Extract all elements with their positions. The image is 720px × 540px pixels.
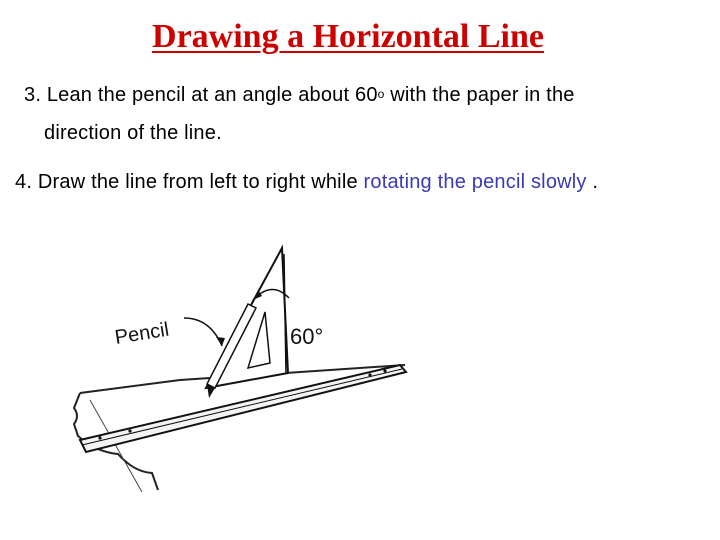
illustration-svg (60, 240, 420, 500)
step-4 (15, 171, 598, 194)
leader-arrowhead (216, 337, 225, 346)
step-3-line-2: direction of the line. (44, 122, 222, 144)
step-3-text: 3. Lean the pencil at an angle about 60 (24, 84, 378, 106)
angle-label: 60° (290, 324, 324, 349)
pencil-angle-illustration (60, 240, 420, 500)
step-3-line-1 (24, 84, 575, 107)
pencil-label: Pencil (113, 318, 171, 349)
step-4-end: . (586, 171, 599, 193)
pencil-leader (184, 318, 222, 346)
step-4-text: 4. Draw the line from left to right while (15, 171, 364, 193)
step-3-text-end: with the paper in the (384, 84, 575, 106)
degree-mark: o (377, 87, 385, 101)
slide-title: Drawing a Horizontal Line (152, 18, 544, 55)
step-4-highlight: rotating the pencil slowly (363, 171, 587, 193)
